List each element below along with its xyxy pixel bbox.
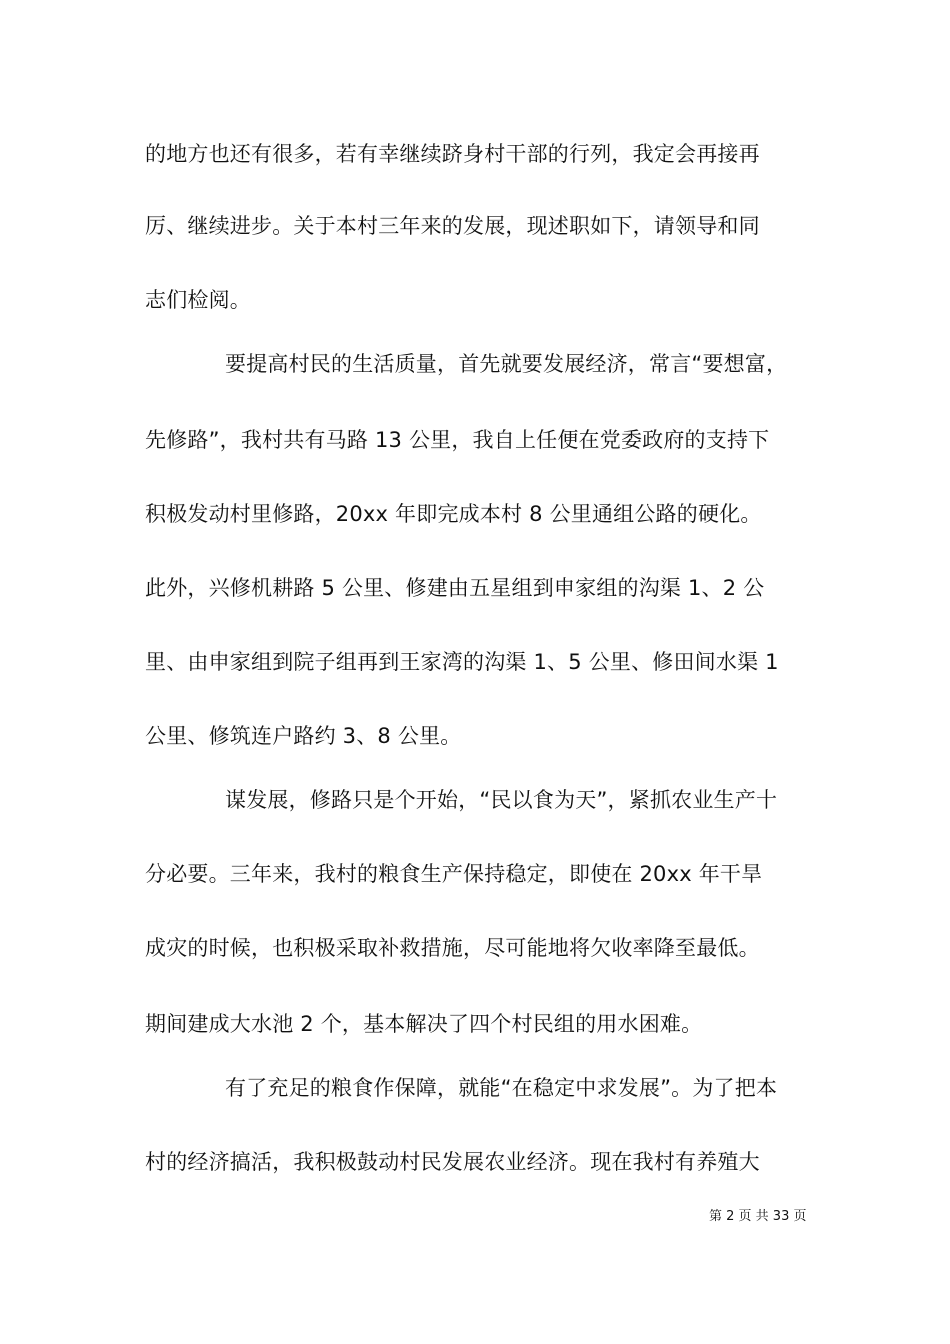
- text-line-15: 村的经济搞活，我积极鼓动村民发展农业经济。现在我村有养殖大: [145, 1150, 760, 1174]
- text-line-4: 要提高村民的生活质量，首先就要发展经济，常言“要想富，: [225, 352, 788, 376]
- text-line-1: 的地方也还有很多，若有幸继续跻身村干部的行列，我定会再接再: [145, 142, 760, 166]
- text-line-14: 有了充足的粮食作保障，就能“在稳定中求发展”。为了把本: [225, 1076, 778, 1100]
- page-number-footer: 第 2 页 共 33 页: [709, 1209, 807, 1224]
- text-line-3: 志们检阅。: [145, 288, 251, 312]
- text-line-8: 里、由申家组到院子组再到王家湾的沟渠 1、5 公里、修田间水渠 1: [145, 650, 779, 674]
- text-line-10: 谋发展，修路只是个开始，“民以食为天”，紧抓农业生产十: [225, 788, 778, 812]
- text-line-12: 成灾的时候，也积极采取补救措施，尽可能地将欠收率降至最低。: [145, 936, 760, 960]
- text-line-6: 积极发动村里修路，20xx 年即完成本村 8 公里通组公路的硬化。: [145, 502, 762, 526]
- text-line-7: 此外，兴修机耕路 5 公里、修建由五星组到申家组的沟渠 1、2 公: [145, 576, 765, 600]
- text-line-2: 厉、继续进步。关于本村三年来的发展，现述职如下，请领导和同: [145, 214, 760, 238]
- text-line-11: 分必要。三年来，我村的粮食生产保持稳定，即使在 20xx 年干旱: [145, 862, 763, 886]
- text-line-13: 期间建成大水池 2 个，基本解决了四个村民组的用水困难。: [145, 1012, 703, 1036]
- text-line-5: 先修路”，我村共有马路 13 公里，我自上任便在党委政府的支持下: [145, 428, 770, 452]
- text-line-9: 公里、修筑连户路约 3、8 公里。: [145, 724, 462, 748]
